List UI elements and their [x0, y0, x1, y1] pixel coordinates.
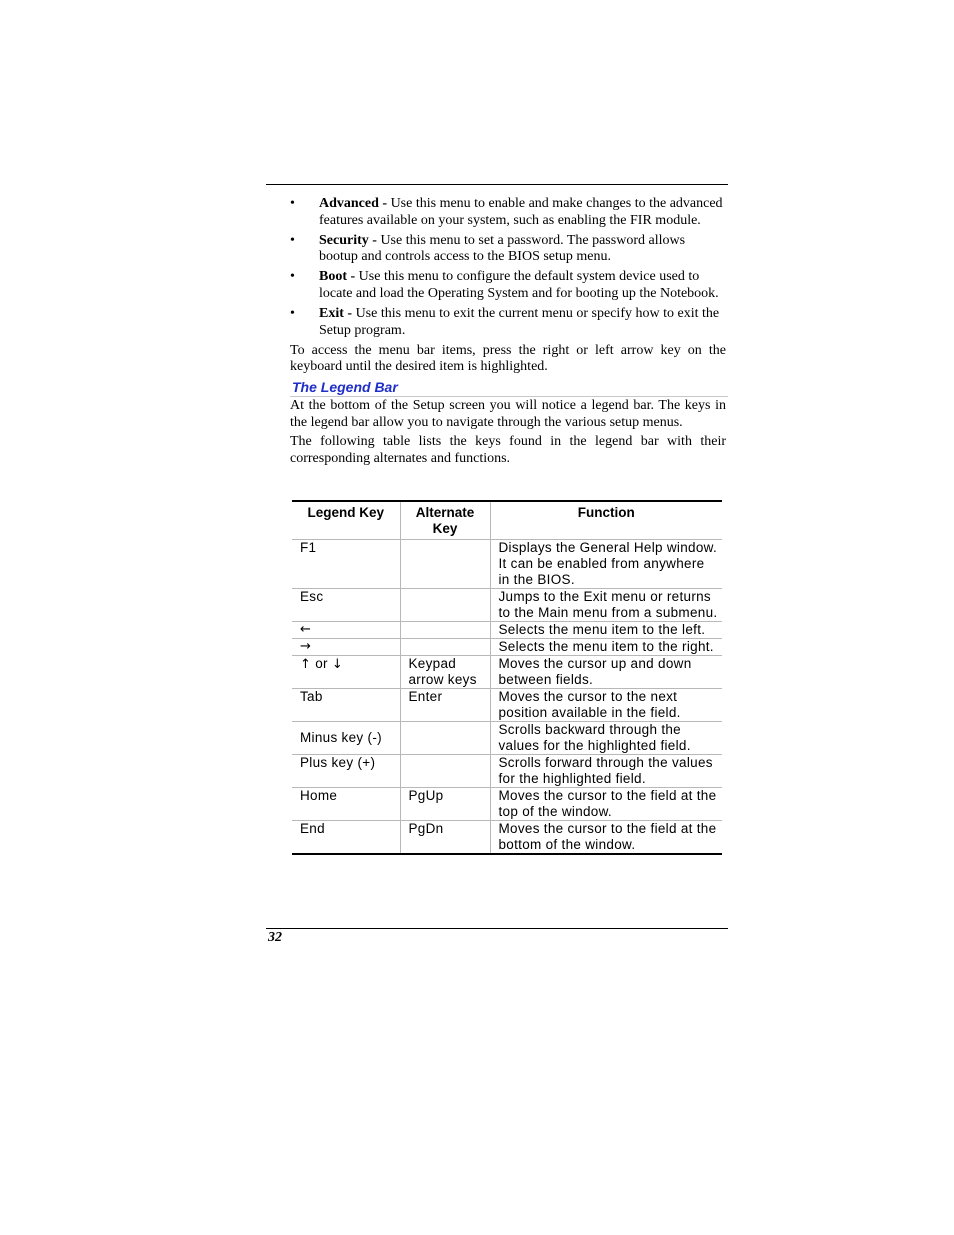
legend-key-cell: Plus key (+) [300, 755, 376, 770]
function-cell: Scrolls backward through the values for the highlighted field. [490, 722, 722, 755]
legend-key-cell: End [300, 821, 325, 836]
bullet-exit [290, 306, 726, 339]
function-cell: Jumps to the Exit menu or returns to the Main menu from a submenu. [490, 589, 722, 622]
function-cell: Selects the menu item to the right. [490, 639, 722, 656]
bullet-icon: • [290, 269, 295, 285]
header-alternate-key: Alternate Key [400, 501, 490, 540]
bullet-boot [290, 269, 726, 302]
bullet-term: Exit - [319, 306, 353, 322]
alternate-key-cell: Keypad arrow keys [400, 656, 490, 689]
function-cell: Moves the cursor to the field at the top of the window. [490, 788, 722, 821]
function-cell: Selects the menu item to the left. [490, 622, 722, 639]
up-arrow-icon: ↑ [300, 657, 312, 672]
bullet-security [290, 233, 726, 266]
alternate-key-cell [400, 722, 490, 755]
bullet-text: Use this menu to enable and make changes to the advanced features available on your system, such as enabling the FIR module. [319, 196, 723, 228]
left-arrow-icon: ← [300, 622, 312, 637]
or-text: or [311, 656, 332, 671]
legend-key-cell: Esc [300, 589, 324, 604]
legend-bar-heading: The Legend Bar [292, 378, 398, 395]
bullet-advanced [290, 196, 726, 229]
legend-key-table [292, 500, 722, 855]
header-rule [266, 184, 728, 185]
legend-key-cell: Home [300, 788, 338, 803]
legend-key-cell: Minus key (-) [300, 730, 382, 745]
legend-paragraph-1: At the bottom of the Setup screen you will notice a legend bar. The keys in the legend bar allow you to navigate through the various setup menus. [290, 397, 726, 430]
alternate-key-cell: PgDn [400, 821, 490, 855]
table-row [292, 755, 722, 788]
heading-divider [290, 396, 728, 397]
table-row [292, 639, 722, 656]
page-number: 32 [268, 930, 282, 945]
bullet-icon: • [290, 232, 295, 248]
bullet-term: Security - [319, 232, 377, 248]
bullet-text: Use this menu to configure the default system device used to locate and load the Operating System and for booting up the Notebook. [319, 269, 719, 301]
table-header-row [292, 501, 722, 540]
function-cell: Displays the General Help window. It can be enabled from anywhere in the BIOS. [490, 540, 722, 589]
bullet-term: Boot - [319, 269, 356, 285]
function-cell: Moves the cursor to the field at the bottom of the window. [490, 821, 722, 855]
table-row [292, 788, 722, 821]
alternate-key-cell: Enter [400, 689, 490, 722]
alternate-key-cell: PgUp [400, 788, 490, 821]
access-paragraph: To access the menu bar items, press the right or left arrow key on the keyboard until the desired item is highlighted. [290, 342, 726, 375]
right-arrow-icon: → [300, 639, 312, 654]
bullet-text: Use this menu to exit the current menu or specify how to exit the Setup program. [319, 306, 720, 338]
alternate-key-cell [400, 540, 490, 589]
legend-key-cell: F1 [300, 540, 317, 555]
alternate-key-cell [400, 639, 490, 656]
table-row [292, 622, 722, 639]
legend-paragraph-2: The following table lists the keys found in the legend bar with their corresponding alternates and functions. [290, 434, 726, 466]
legend-key-cell: Tab [300, 689, 323, 704]
alternate-key-cell [400, 622, 490, 639]
function-cell: Scrolls forward through the values for the highlighted field. [490, 755, 722, 788]
bullet-icon: • [290, 196, 295, 211]
bullet-icon: • [290, 306, 295, 322]
table-row [292, 540, 722, 589]
header-legend-key: Legend Key [307, 505, 385, 520]
legend-key-cell [292, 656, 400, 689]
page-body [290, 196, 726, 467]
table-row [292, 689, 722, 722]
alternate-key-cell [400, 589, 490, 622]
function-cell: Moves the cursor up and down between fields. [490, 656, 722, 689]
bullet-term: Advanced - [319, 196, 388, 211]
footer-rule [266, 928, 728, 929]
bullet-text: Use this menu to set a password. The password allows bootup and controls access to the BIOS setup menu. [319, 232, 686, 265]
function-cell: Moves the cursor to the next position available in the field. [490, 689, 722, 722]
alternate-key-cell [400, 755, 490, 788]
table-row [292, 722, 722, 755]
down-arrow-icon: ↓ [331, 657, 344, 672]
table-row [292, 821, 722, 855]
table-row [292, 589, 722, 622]
header-function: Function [490, 501, 722, 540]
table-row [292, 656, 722, 689]
menu-bullet-list [290, 196, 726, 339]
